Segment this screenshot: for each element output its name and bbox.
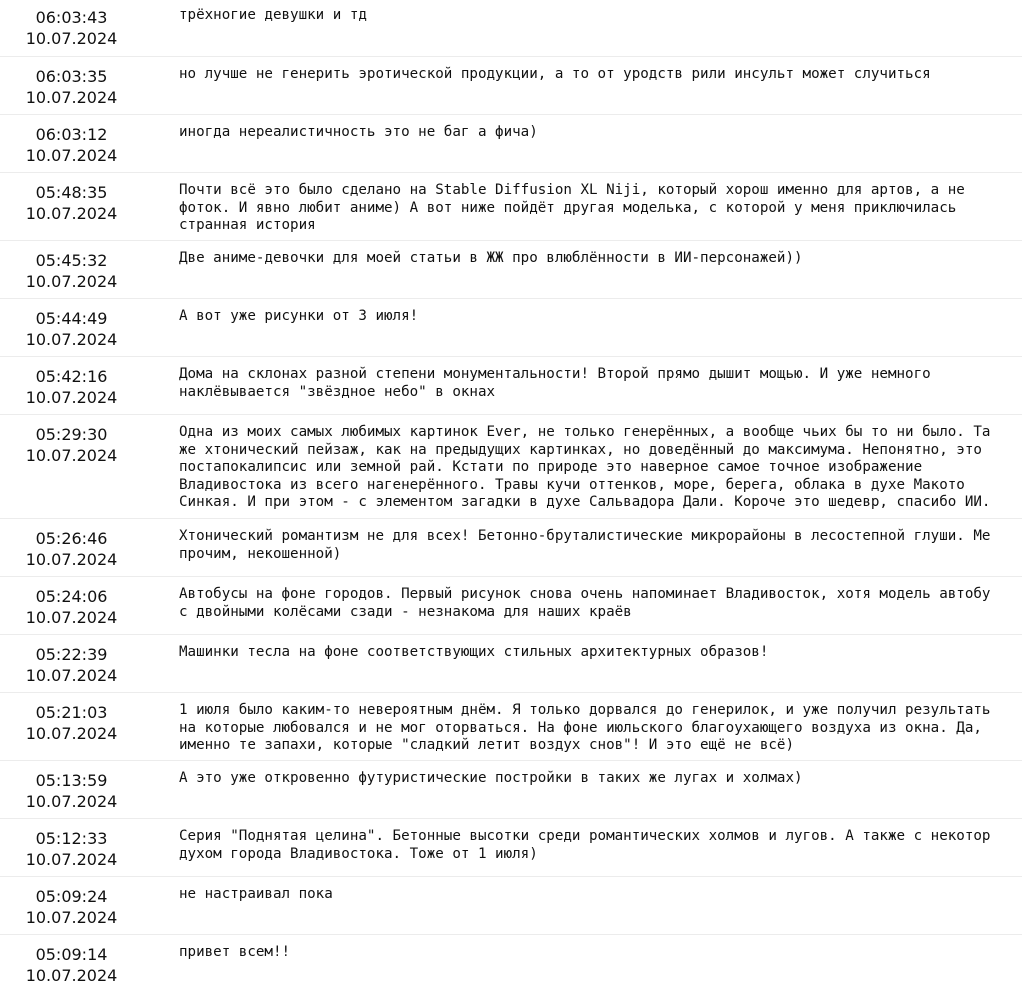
message-date: 10.07.2024: [25, 330, 118, 349]
message-text: [143, 635, 1022, 692]
message-row: [0, 876, 1022, 934]
message-time: 05:09:24: [35, 887, 108, 906]
message-time: 05:09:14: [35, 945, 108, 964]
message-date: 10.07.2024: [25, 608, 118, 627]
message-text-line: А вот уже рисунки от 3 июля!: [179, 308, 419, 324]
message-text-line: Владивостока из всего нагенерённого. Травы кучи оттенков, море, берега, облака в духе Макото: [179, 476, 965, 493]
message-time: 05:44:49: [35, 309, 108, 328]
message-timestamp: [0, 577, 143, 634]
message-row: [0, 298, 1022, 356]
message-text-line: с двойными колёсами сзади - незнакома для наших краёв: [179, 603, 632, 620]
message-time: 05:13:59: [35, 771, 108, 790]
message-row: [0, 114, 1022, 172]
message-date: 10.07.2024: [25, 966, 118, 985]
message-text-line: Машинки тесла на фоне соответствующих стильных архитектурных образов!: [179, 644, 769, 660]
message-date: 10.07.2024: [25, 204, 118, 223]
message-timestamp: [0, 877, 143, 934]
message-text-line: именно те запахи, которые "сладкий летит воздух снов"! И это ещё не всё): [179, 737, 794, 753]
message-time: 05:42:16: [35, 367, 108, 386]
message-text: [143, 819, 1022, 876]
message-text-line: А это уже откровенно футуристические постройки в таких же лугах и холмах): [179, 770, 803, 786]
message-time: 05:48:35: [35, 183, 108, 202]
message-row: [0, 0, 1022, 56]
message-timestamp: [0, 693, 143, 760]
message-text: [143, 761, 1022, 818]
message-text: [143, 693, 1022, 760]
message-time: 05:24:06: [35, 587, 108, 606]
message-row: [0, 356, 1022, 414]
message-text: [143, 877, 1022, 934]
message-row: [0, 414, 1022, 518]
message-date: 10.07.2024: [25, 446, 118, 465]
message-text-line: но лучше не генерить эротической продукции, а то от уродств рили инсульт может случиться: [179, 66, 931, 82]
message-timestamp: [0, 357, 143, 414]
message-row: [0, 760, 1022, 818]
message-timestamp: [0, 241, 143, 298]
message-text-line: же хтонический пейзаж, как на предыдущих картинках, но доведённый до максимума. Непонятно, это: [179, 441, 982, 458]
message-text-line: Одна из моих самых любимых картинок Ever, не только генерённых, а вообще чьих бы то ни было. Та: [179, 424, 991, 440]
message-date: 10.07.2024: [25, 88, 118, 107]
message-text-line: Серия "Поднятая целина". Бетонные высотки среди романтических холмов и лугов. А также с некотор: [179, 828, 991, 844]
message-text-line: Почти всё это было сделано на Stable Diffusion XL Niji, который хорош именно для артов, а не: [179, 182, 965, 198]
message-timestamp: [0, 173, 143, 240]
message-time: 05:22:39: [35, 645, 108, 664]
message-timestamp: [0, 761, 143, 818]
message-timestamp: [0, 0, 143, 56]
message-text-line: постапокалипсис или земной рай. Кстати по природе это наверное самое точное изображение: [179, 459, 923, 475]
message-text: [143, 415, 1022, 518]
message-text: [143, 299, 1022, 356]
message-time: 06:03:43: [35, 8, 108, 27]
message-text: [143, 357, 1022, 414]
message-text-line: не настраивал пока: [179, 886, 333, 902]
message-row: [0, 240, 1022, 298]
message-timestamp: [0, 115, 143, 172]
message-text-line: Дома на склонах разной степени монументальности! Второй прямо дышит мощью. И уже немного: [179, 366, 931, 382]
message-text-line: наклёвывается "звёздное небо" в окнах: [179, 383, 496, 400]
message-text-line: привет всем!!: [179, 944, 291, 960]
message-row: [0, 56, 1022, 114]
message-timestamp: [0, 415, 143, 518]
message-text-line: духом города Владивостока. Тоже от 1 июля): [179, 845, 538, 862]
message-row: [0, 172, 1022, 240]
message-time: 06:03:12: [35, 125, 108, 144]
message-text-line: иногда нереалистичность это не баг а фича): [179, 124, 538, 140]
message-row: [0, 818, 1022, 876]
message-timestamp: [0, 819, 143, 876]
message-timestamp: [0, 57, 143, 114]
message-text-line: 1 июля было каким-то невероятным днём. Я только дорвался до генерилок, и уже получил результать: [179, 702, 991, 718]
message-text-line: на которые любовался и не мог оторваться. На фоне июльского благоухающего воздуха из окна. Да,: [179, 719, 982, 736]
message-row: [0, 692, 1022, 760]
message-text-line: Хтонический романтизм не для всех! Бетонно-бруталистические микрорайоны в лесостепной глуши. Ме: [179, 528, 991, 544]
message-row: [0, 518, 1022, 576]
message-date: 10.07.2024: [25, 272, 118, 291]
message-date: 10.07.2024: [25, 146, 118, 165]
message-text-line: странная история: [179, 217, 316, 233]
message-date: 10.07.2024: [25, 908, 118, 927]
message-text: [143, 577, 1022, 634]
message-text: [143, 519, 1022, 576]
message-text-line: Синкая. И при этом - с элементом загадки в духе Сальвадора Дали. Короче это шедевр, спасибо ИИ.: [179, 494, 991, 510]
message-text: [143, 173, 1022, 240]
message-text: [143, 0, 1022, 56]
message-text-line: фоток. И явно любит аниме) А вот ниже пойдёт другая моделька, с которой у меня приключилась: [179, 199, 957, 216]
message-time: 05:26:46: [35, 529, 108, 548]
message-row: [0, 634, 1022, 692]
message-time: 06:03:35: [35, 67, 108, 86]
message-date: 10.07.2024: [25, 550, 118, 569]
message-time: 05:45:32: [35, 251, 108, 270]
message-date: 10.07.2024: [25, 388, 118, 407]
message-time: 05:12:33: [35, 829, 108, 848]
message-text: [143, 57, 1022, 114]
message-text-line: трёхногие девушки и тд: [179, 7, 367, 23]
message-time: 05:21:03: [35, 703, 108, 722]
message-timestamp: [0, 519, 143, 576]
message-date: 10.07.2024: [25, 850, 118, 869]
message-text-line: Две аниме-девочки для моей статьи в ЖЖ про влюблённости в ИИ-персонажей)): [179, 250, 803, 266]
message-timestamp: [0, 299, 143, 356]
message-text-line: прочим, некошенной): [179, 545, 342, 562]
message-time: 05:29:30: [35, 425, 108, 444]
message-date: 10.07.2024: [25, 724, 118, 743]
message-text: [143, 115, 1022, 172]
message-row: [0, 576, 1022, 634]
message-timestamp: [0, 935, 143, 992]
message-date: 10.07.2024: [25, 666, 118, 685]
message-text: [143, 241, 1022, 298]
message-timestamp: [0, 635, 143, 692]
message-date: 10.07.2024: [25, 29, 118, 48]
message-row: [0, 934, 1022, 992]
message-date: 10.07.2024: [25, 792, 118, 811]
message-text: [143, 935, 1022, 992]
message-text-line: Автобусы на фоне городов. Первый рисунок снова очень напоминает Владивосток, хотя модель автобу: [179, 586, 991, 602]
